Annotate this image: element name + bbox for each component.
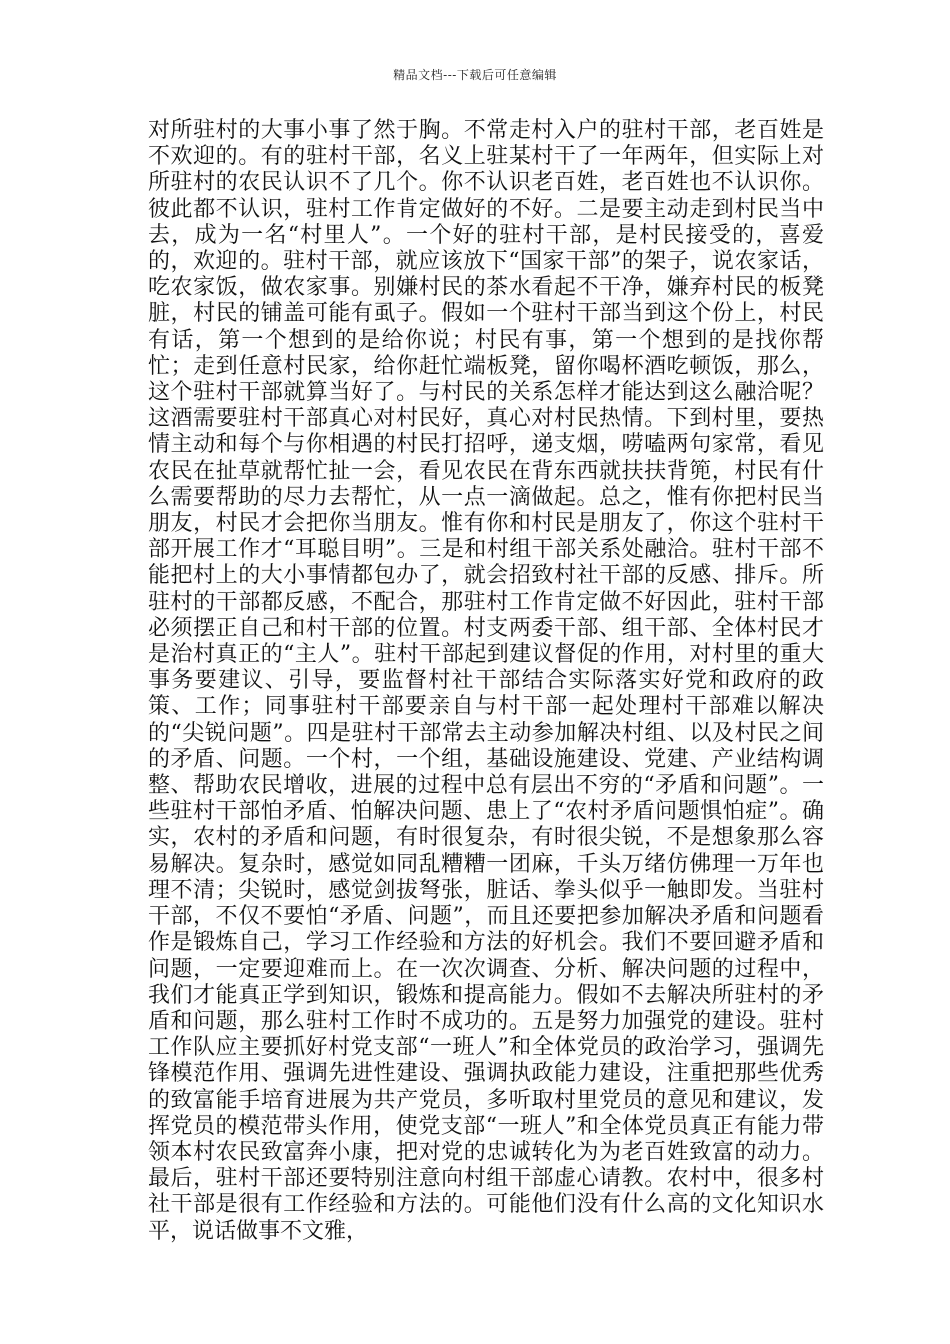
body-paragraph: 对所驻村的大事小事了然于胸。不常走村入户的驻村干部，老百姓是不欢迎的。有的驻村干部，名义上驻某村干了一年两年，但实际上对所驻村的农民认识不了几个。你不认识老百姓，老百姓也不认识你。彼此都不认识，驻村工作肯定做好的不好。二是要主动走到村民当中去，成为一名“村里人”。一个好的驻村干部，是村民接受的，喜爱的，欢迎的。驻村干部，就应该放下“国家干部”的架子，说农家话，吃农家饭，做农家事。别嫌村民的茶水看起不干净，嫌弃村民的板凳脏，村民的铺盖可能有虱子。假如一个驻村干部当到这个份上，村民有话，第一个想到的是给你说；村民有事，第一个想到的是找你帮忙；走到任意村民家，给你赶忙端板凳，留你喝杯酒吃顿饭，那么，这个驻村干部就算当好了。与村民的关系怎样才能达到这么融洽呢？这酒需要驻村干部真心对村民好，真心对村民热情。下到村里，要热情主动和每个与你相遇的村民打招呼，递支烟，唠嗑两句家常，看见农民在扯草就帮忙扯一会，看见农民在背东西就扶扶背篼，村民有什么需要帮助的尽力去帮忙，从一点一滴做起。总之，惟有你把村民当朋友，村民才会把你当朋友。惟有你和村民是朋友了，你这个驻村干部开展工作才“耳聪目明”。三是和村组干部关系处融洽。驻村干部不能把村上的大小事情都包办了，就会招致村社干部的反感、排斥。所驻村的干部都反感，不配合，那驻村工作肯定做不好因此，驻村干部必须摆正自己和村干部的位置。村支两委干部、组干部、全体村民才是治村真正的“主人”。驻村干部起到建议督促的作用，对村里的重大事务要建议、引导，要监督村社干部结合实际落实好党和政府的政策、工作；同事驻村干部要亲自与村干部一起处理村干部难以解决的“尖锐问题”。四是驻村干部常去主动参加解决村组、以及村民之间的矛盾、问题。一个村，一个组，基础设施建设、党建、产业结构调整、帮助农民增收，进展的过程中总有层出不穷的“矛盾和问题”。一些驻村干部怕矛盾、怕解决问题、患上了“农村矛盾问题惧怕症”。确实，农村的矛盾和问题，有时很复杂，有时很尖锐，不是想象那么容易解决。复杂时，感觉如同乱糟糟一团麻，千头万绪仿佛理一万年也理不清；尖锐时，感觉剑拔弩张，脏话、拳头似乎一触即发。当驻村干部，不仅不要怕“矛盾、问题”，而且还要把参加解决矛盾和问题看作是锻炼自己，学习工作经验和方法的好机会。我们不要回避矛盾和问题，一定要迎难而上。在一次次调查、分析、解决问题的过程中，我们才能真正学到知识，锻炼和提高能力。假如不去解决所驻村的矛盾和问题，那么驻村工作时不成功的。五是努力加强党的建设。驻村工作队应主要抓好村党支部“一班人”和全体党员的政治学习，强调先锋模范作用、强调先进性建设、强调执政能力建设，注重把那些优秀的致富能手培育进展为共产党员，多听取村里党员的意见和建议，发挥党员的模范带头作用，使党支部“一班人”和全体党员真正有能力带领本村农民致富奔小康，把对党的忠诚转化为为老百姓致富的动力。最后，驻村干部还要特别注意向村组干部虚心请教。农村中，很多村社干部是很有工作经验和方法的。可能他们没有什么高的文化知识水平，说话做事不文雅， bbox=[148, 118, 824, 1244]
page-header: 精品文档---下载后可任意编辑 bbox=[393, 68, 557, 82]
